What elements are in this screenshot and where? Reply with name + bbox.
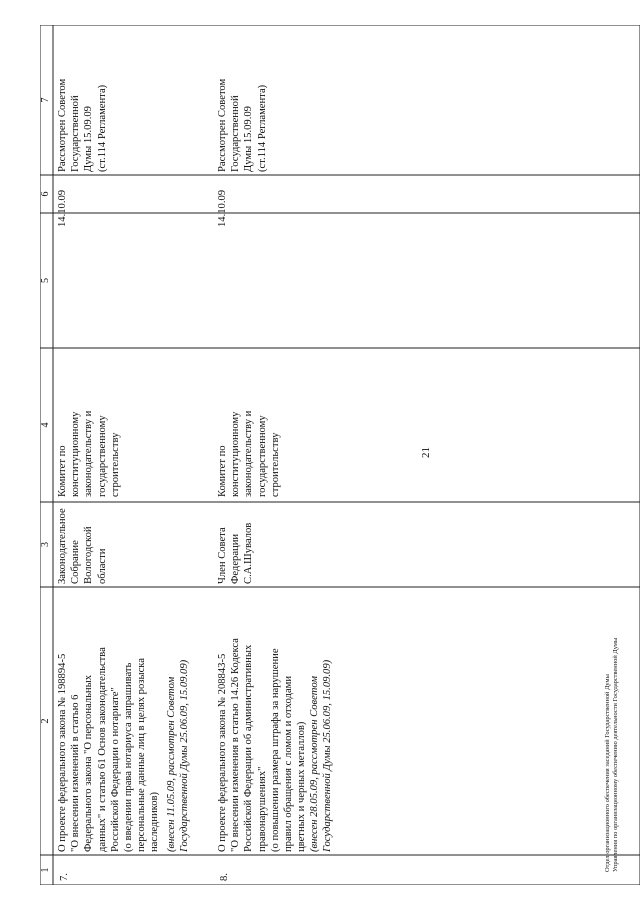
footer-line-1: Отдел организационного обеспечения заседаний Государственной Думы [604,674,611,872]
row-7-description: О проекте федерального закона № 198894-5 "О внесении изменений в статью 6 Федерального закона "О персональных данных" и статью 61 Основ законодательства Российской Федерации о нотариате" (о введении права нотариуса запрашивать персональные данные лиц в целях розыска наследников) [57,647,161,852]
row-8-author: Член Совета Федерации С.А.Шувалов [217,522,255,584]
row-8-description: О проекте федерального закона № 208843-5 "О внесении изменения в статью 14.26 Кодекса Российской Федерации об административных правонарушениях" (о повышении размера штрафа за нарушение правил обращения с ломом и отходами цветных и черных металлов) [217,638,308,852]
column-header-4: 4 [40,422,51,428]
row-8-date: 14.10.09 [217,189,228,227]
row-7-status: Рассмотрен Советом Государственной Думы 15.09.09 (ст.114 Регламента) [57,78,108,172]
row-8-note: (внесен 28.05.09, рассмотрен Советом Государственной Думы 25.06.09, 15.09.09) [309,659,334,852]
row-7-note: (внесен 11.05.09, рассмотрен Советом Государственной Думы 25.06.09, 15.09.09) [166,659,191,852]
row-7-number: 7. [59,873,70,881]
column-header-3: 3 [40,542,51,547]
row-8-number: 8. [219,873,230,881]
column-header-5: 5 [40,278,51,283]
page-number: 21 [420,447,432,458]
row-7-date: 14.10.09 [57,189,68,227]
column-header-1: 1 [40,867,51,873]
row-8-committee: Комитет по конституционному законодательству и государственному строительству [217,410,281,497]
row-7-author: Законодательное Собрание Вологодской области [57,508,108,584]
column-header-6: 6 [40,191,51,197]
column-header-2: 2 [40,718,51,724]
footer-line-2: Управления по организационному обеспечению деятельности Государственной Думы [612,637,619,872]
row-8-status: Рассмотрен Советом Государственной Думы 15.09.09 (ст.114 Регламента) [217,78,268,172]
row-7-committee: Комитет по конституционному законодательству и государственному строительству [57,410,121,497]
column-header-7: 7 [40,97,51,103]
